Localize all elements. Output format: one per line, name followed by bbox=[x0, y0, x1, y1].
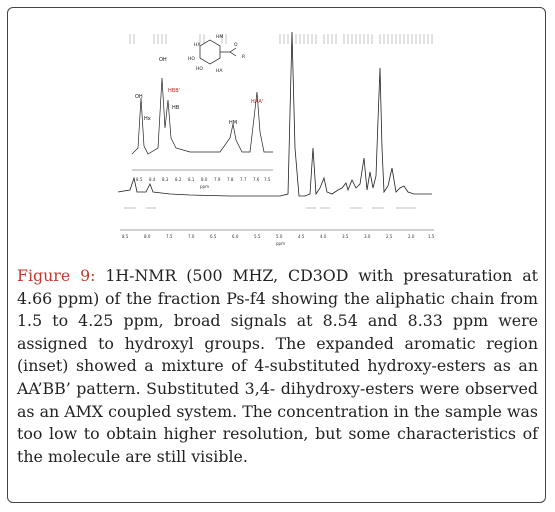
inset-axis-label: ppm bbox=[200, 184, 209, 189]
tick-label: 4.5 bbox=[298, 234, 305, 239]
chemical-structure bbox=[200, 40, 236, 64]
structure-labels bbox=[188, 34, 245, 74]
tick-label: 8.5 bbox=[122, 234, 129, 239]
tick-label: 3.5 bbox=[342, 234, 349, 239]
tick-label: 8.3 bbox=[162, 177, 169, 182]
structure-label: HA bbox=[216, 69, 223, 74]
tick-label: 8.2 bbox=[175, 177, 182, 182]
tick-label: 2.0 bbox=[408, 234, 415, 239]
inset-aromatic-spectrum bbox=[130, 28, 275, 203]
structure-label: HO bbox=[188, 57, 195, 62]
tick-label: 4.0 bbox=[320, 234, 327, 239]
tick-label: 8.0 bbox=[144, 234, 151, 239]
tick-label: 6.5 bbox=[210, 234, 217, 239]
tick-label: 1.5 bbox=[428, 234, 435, 239]
figure-caption bbox=[17, 265, 538, 468]
tick-label: 8.4 bbox=[149, 177, 156, 182]
structure-label: HO bbox=[196, 67, 203, 72]
structure-label: O bbox=[234, 43, 238, 48]
tick-label: 7.5 bbox=[166, 234, 173, 239]
tick-label: 5.5 bbox=[254, 234, 261, 239]
tick-label: 7.9 bbox=[214, 177, 221, 182]
peak-label: OH bbox=[159, 57, 167, 63]
tick-label: 7.5 bbox=[264, 177, 271, 182]
caption-text: 1H-NMR (500 MHZ, CD3OD with presaturation at 4.66 ppm) of the fraction Ps-f4 showing the aliphatic chain from 1.5 to 4.25 ppm, broad signals at 8.54 and 8.33 ppm were assigned to hydroxyl groups. The expanded aromatic region (inset) showed a mixture of 4-substituted hydroxy-esters as an AA’BB’ pattern. Substituted 3,4- dihydroxy-esters were observed as an AMX coupled system. The concentration in the sample was too low to obtain higher resolution, but some characteristics of the molecule are still visible. bbox=[17, 266, 538, 466]
tick-label: 2.5 bbox=[386, 234, 393, 239]
x-axis-label: ppm bbox=[276, 241, 285, 246]
inset-axis-ticks bbox=[136, 177, 271, 189]
peak-label: OH bbox=[135, 94, 143, 100]
structure-label: HX bbox=[194, 43, 201, 48]
tick-label: 8.1 bbox=[188, 177, 195, 182]
figure-label: Figure 9: bbox=[17, 266, 96, 285]
tick-label: 7.6 bbox=[253, 177, 260, 182]
peak-label: HM bbox=[229, 120, 238, 126]
tick-label: 8.5 bbox=[136, 177, 143, 182]
tick-label: 7.8 bbox=[227, 177, 234, 182]
peak-label: HB bbox=[172, 105, 180, 111]
tick-label: 7.0 bbox=[188, 234, 195, 239]
peak-label: HAA' bbox=[251, 99, 264, 105]
peak-label: HBB' bbox=[168, 88, 180, 94]
structure-label: HM bbox=[216, 35, 224, 40]
tick-label: 6.0 bbox=[232, 234, 239, 239]
tick-label: 7.7 bbox=[240, 177, 247, 182]
inset-trace bbox=[132, 78, 273, 154]
tick-label: 5.0 bbox=[276, 234, 283, 239]
tick-label: 3.0 bbox=[364, 234, 371, 239]
structure-label: R bbox=[242, 55, 246, 60]
peak-label: Hx bbox=[144, 116, 151, 122]
x-axis-ticks bbox=[122, 234, 435, 246]
tick-label: 8.0 bbox=[201, 177, 208, 182]
